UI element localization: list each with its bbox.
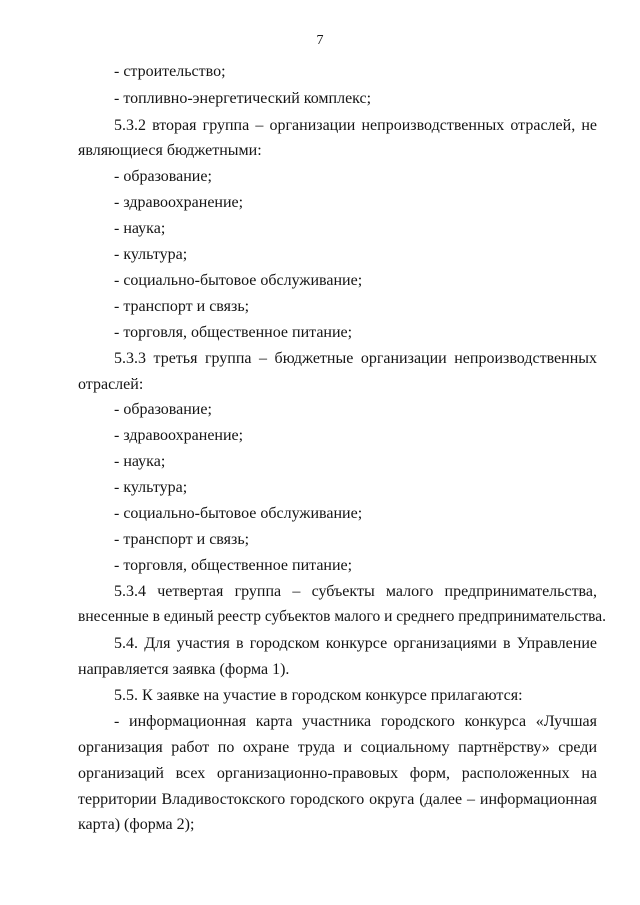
info-card-line-3: организаций всех организационно-правовых форм, расположенных на bbox=[78, 765, 597, 782]
paragraph-5-3-3-line-1: 5.3.3 третья группа – бюджетные организации непроизводственных bbox=[114, 350, 597, 367]
list-item: - торговля, общественное питание; bbox=[114, 557, 353, 574]
list-item: - топливно-энергетический комплекс; bbox=[114, 90, 372, 107]
list-item: - строительство; bbox=[114, 63, 226, 80]
list-item: - социально-бытовое обслуживание; bbox=[114, 505, 363, 522]
list-item: - образование; bbox=[114, 401, 212, 418]
list-item: - социально-бытовое обслуживание; bbox=[114, 272, 363, 289]
list-item: - культура; bbox=[114, 479, 188, 496]
list-item: - наука; bbox=[114, 453, 166, 470]
list-item: - торговля, общественное питание; bbox=[114, 324, 353, 341]
list-item: - транспорт и связь; bbox=[114, 531, 250, 548]
list-item: - культура; bbox=[114, 246, 188, 263]
info-card-line-2: организация работ по охране труда и социальному партнёрству» среди bbox=[78, 739, 597, 756]
list-item: - транспорт и связь; bbox=[114, 298, 250, 315]
paragraph-5-4-line-1: 5.4. Для участия в городском конкурсе организациями в Управление bbox=[114, 635, 597, 652]
paragraph-5-4-line-2: направляется заявка (форма 1). bbox=[78, 661, 290, 678]
list-item: - здравоохранение; bbox=[114, 194, 244, 211]
info-card-line-1: - информационная карта участника городского конкурса «Лучшая bbox=[114, 713, 597, 730]
paragraph-5-5: 5.5. К заявке на участие в городском конкурсе прилагаются: bbox=[114, 687, 523, 704]
info-card-line-4: территории Владивостокского городского округа (далее – информационная bbox=[78, 791, 597, 808]
paragraph-5-3-2-line-1: 5.3.2 вторая группа – организации непроизводственных отраслей, не bbox=[114, 117, 597, 134]
paragraph-5-3-4-line-1: 5.3.4 четвертая группа – субъекты малого предпринимательства, bbox=[114, 583, 597, 600]
page-number: 7 bbox=[316, 33, 324, 48]
list-item: - здравоохранение; bbox=[114, 427, 244, 444]
paragraph-5-3-4-line-2: внесенные в единый реестр субъектов малого и среднего предпринимательства. bbox=[78, 608, 606, 625]
list-item: - наука; bbox=[114, 220, 166, 237]
paragraph-5-3-3-line-2: отраслей: bbox=[78, 376, 144, 393]
list-item: - образование; bbox=[114, 168, 212, 185]
info-card-line-5: карта) (форма 2); bbox=[78, 816, 195, 833]
paragraph-5-3-2-line-2: являющиеся бюджетными: bbox=[78, 142, 262, 159]
